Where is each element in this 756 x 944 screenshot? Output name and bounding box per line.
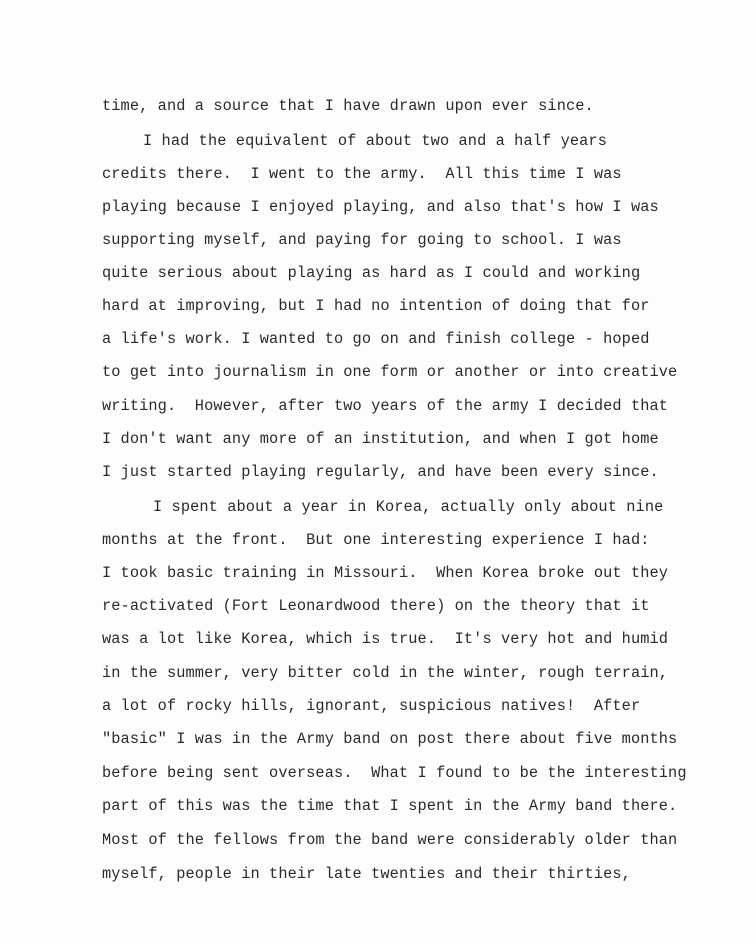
text-line: before being sent overseas. What I found to be the interesting xyxy=(102,764,687,782)
text-line: re-activated (Fort Leonardwood there) on the theory that it xyxy=(102,597,650,615)
text-line: credits there. I went to the army. All this time I was xyxy=(102,165,622,183)
text-line: months at the front. But one interesting experience I had: xyxy=(102,531,650,549)
text-line: I don't want any more of an institution, and when I got home xyxy=(102,430,659,448)
text-line: I took basic training in Missouri. When Korea broke out they xyxy=(102,564,669,582)
text-line: hard at improving, but I had no intention of doing that for xyxy=(102,297,650,315)
text-line: playing because I enjoyed playing, and also that's how I was xyxy=(102,198,659,216)
text-line: myself, people in their late twenties and their thirties, xyxy=(102,865,631,883)
text-line: to get into journalism in one form or another or into creative xyxy=(102,363,678,381)
text-line: in the summer, very bitter cold in the winter, rough terrain, xyxy=(102,664,669,682)
text-line: quite serious about playing as hard as I could and working xyxy=(102,264,641,282)
text-line: was a lot like Korea, which is true. It's very hot and humid xyxy=(102,630,669,648)
text-line: time, and a source that I have drawn upon ever since. xyxy=(102,97,594,115)
text-line: I just started playing regularly, and have been every since. xyxy=(102,463,659,481)
text-line: a life's work. I wanted to go on and finish college - hoped xyxy=(102,330,650,348)
text-line: a lot of rocky hills, ignorant, suspicious natives! After xyxy=(102,697,641,715)
text-line: "basic" I was in the Army band on post there about five months xyxy=(102,730,678,748)
text-line: I spent about a year in Korea, actually only about nine xyxy=(153,498,664,516)
text-line: writing. However, after two years of the army I decided that xyxy=(102,397,669,415)
text-line: part of this was the time that I spent in the Army band there. xyxy=(102,797,678,815)
text-line: supporting myself, and paying for going to school. I was xyxy=(102,231,622,249)
text-line: I had the equivalent of about two and a half years xyxy=(143,132,607,150)
text-line: Most of the fellows from the band were considerably older than xyxy=(102,831,678,849)
